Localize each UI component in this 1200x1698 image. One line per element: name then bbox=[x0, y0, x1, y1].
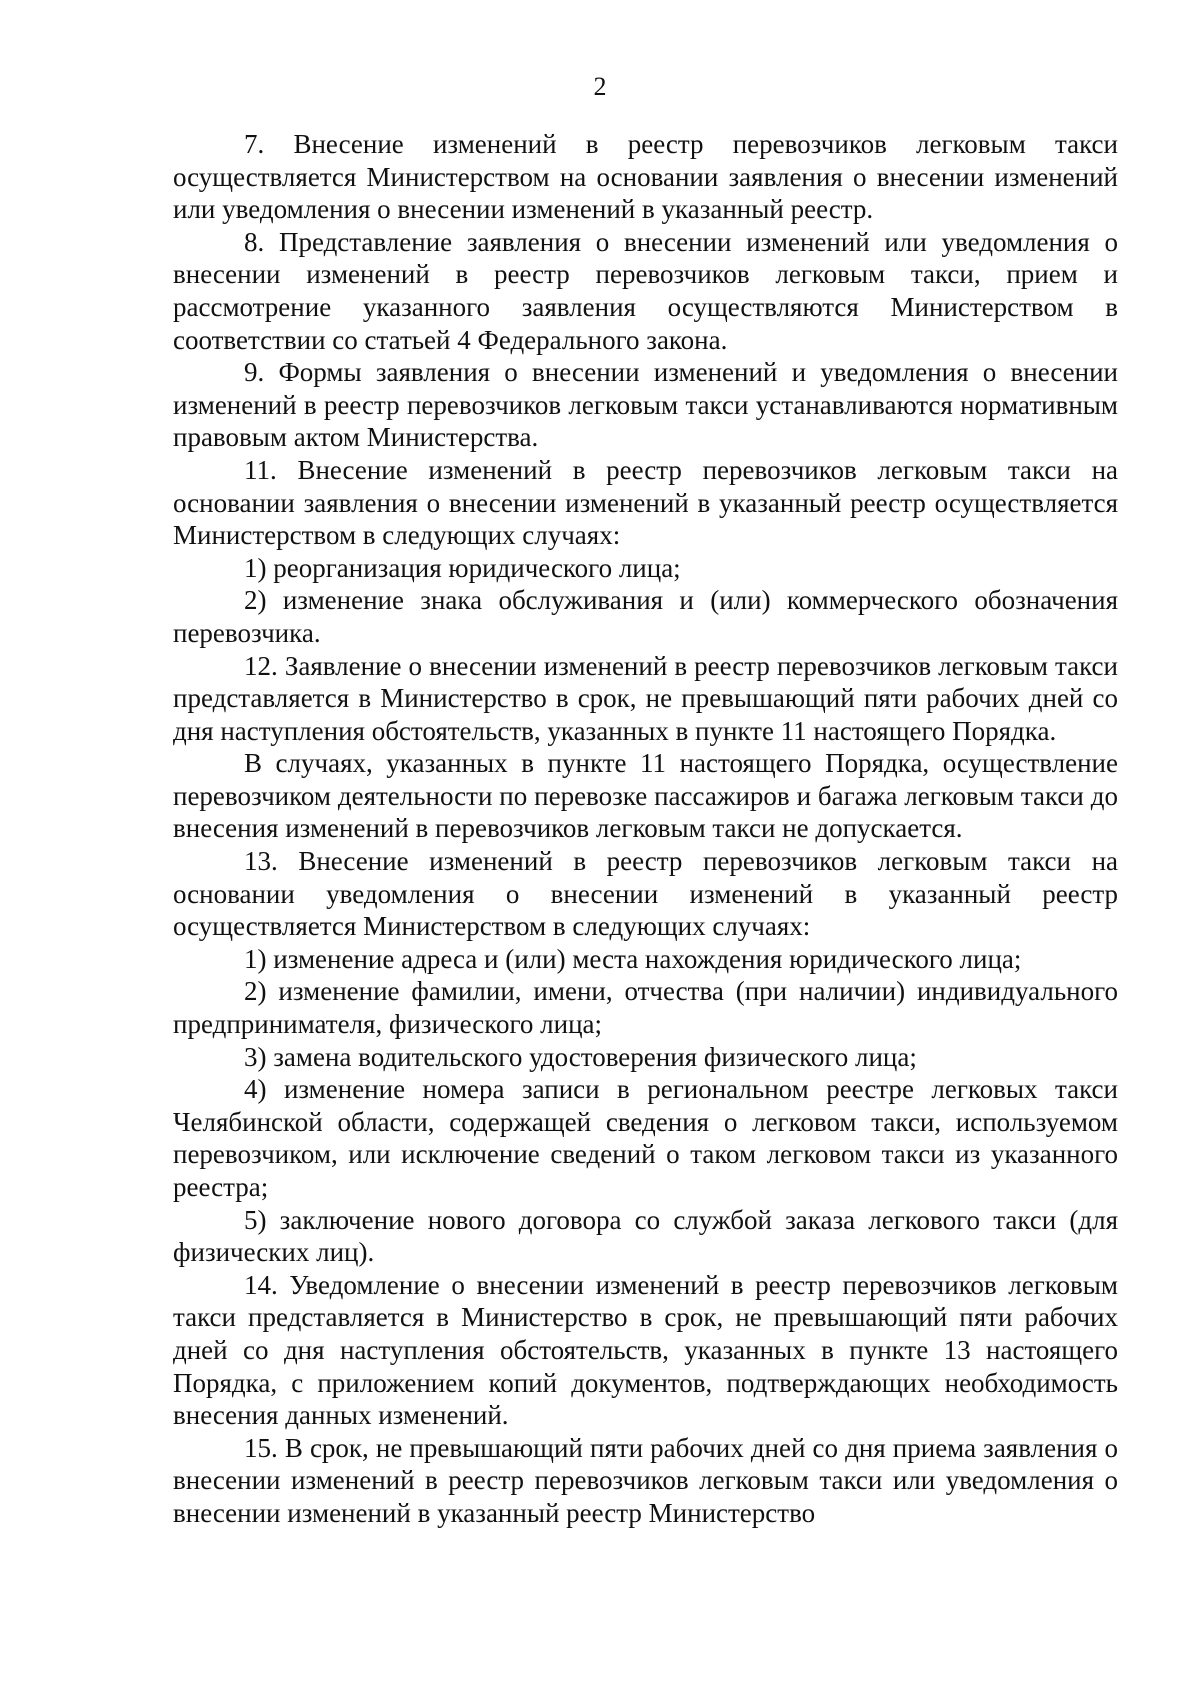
paragraph-7: 7. Внесение изменений в реестр перевозчиков легковым такси осуществляется Министерством на основании заявления о внесении изменений или уведомления о внесении изменений в указанный реестр. bbox=[173, 129, 1118, 225]
paragraph-13: 13. Внесение изменений в реестр перевозчиков легковым такси на основании уведомления о внесении изменений в указанный реестр осуществляется Министерством в следующих случаях: bbox=[173, 846, 1118, 942]
paragraph-13-item-5: 5) заключение нового договора со службой заказа легкового такси (для физических лиц). bbox=[173, 1204, 1118, 1268]
paragraph-13-item-1: 1) изменение адреса и (или) места нахождения юридического лица; bbox=[244, 943, 1022, 974]
document-body bbox=[173, 128, 1118, 1530]
paragraph-14: 14. Уведомление о внесении изменений в реестр перевозчиков легковым такси представляется в Министерство в срок, не превышающий пяти рабочих дней со дня наступления обстоятельств, указанных в пункте 13 настоящего Порядка, с приложением копий документов, подтверждающих необходимость внесения данных изменений. bbox=[173, 1269, 1118, 1431]
paragraph-11-item-1: 1) реорганизация юридического лица; bbox=[244, 552, 681, 583]
paragraph-12-continuation: В случаях, указанных в пункте 11 настоящего Порядка, осуществление перевозчиком деятельности по перевозке пассажиров и багажа легковым такси до внесения изменений в перевозчиков легковым такси не допускается. bbox=[173, 748, 1118, 844]
paragraph-13-item-4: 4) изменение номера записи в региональном реестре легковых такси Челябинской области, содержащей сведения о легковом такси, используемом перевозчиком, или исключение сведений о таком легковом такси из указанного реестра; bbox=[173, 1074, 1118, 1202]
paragraph-8: 8. Представление заявления о внесении изменений или уведомления о внесении изменений в реестр перевозчиков легковым такси, прием и рассмотрение указанного заявления осуществляются Министерством в соответствии со статьей 4 Федерального закона. bbox=[173, 226, 1118, 355]
paragraph-9: 9. Формы заявления о внесении изменений и уведомления о внесении изменений в реестр перевозчиков легковым такси устанавливаются нормативным правовым актом Министерства. bbox=[173, 357, 1118, 453]
paragraph-15: 15. В срок, не превышающий пяти рабочих дней со дня приема заявления о внесении изменений в реестр перевозчиков легковым такси или уведомления о внесении изменений в указанный реестр Министерство bbox=[173, 1432, 1118, 1528]
paragraph-13-item-3: 3) замена водительского удостоверения физического лица; bbox=[244, 1041, 917, 1072]
paragraph-12: 12. Заявление о внесении изменений в реестр перевозчиков легковым такси представляется в Министерство в срок, не превышающий пяти рабочих дней со дня наступления обстоятельств, указанных в пункте 11 настоящего Порядка. bbox=[173, 650, 1118, 746]
page-number: 2 bbox=[593, 72, 607, 101]
paragraph-13-item-2: 2) изменение фамилии, имени, отчества (при наличии) индивидуального предпринимателя, физического лица; bbox=[173, 976, 1118, 1040]
paragraph-11-item-2: 2) изменение знака обслуживания и (или) коммерческого обозначения перевозчика. bbox=[173, 585, 1118, 648]
paragraph-11: 11. Внесение изменений в реестр перевозчиков легковым такси на основании заявления о внесении изменений в указанный реестр осуществляется Министерством в следующих случаях: bbox=[173, 454, 1118, 551]
